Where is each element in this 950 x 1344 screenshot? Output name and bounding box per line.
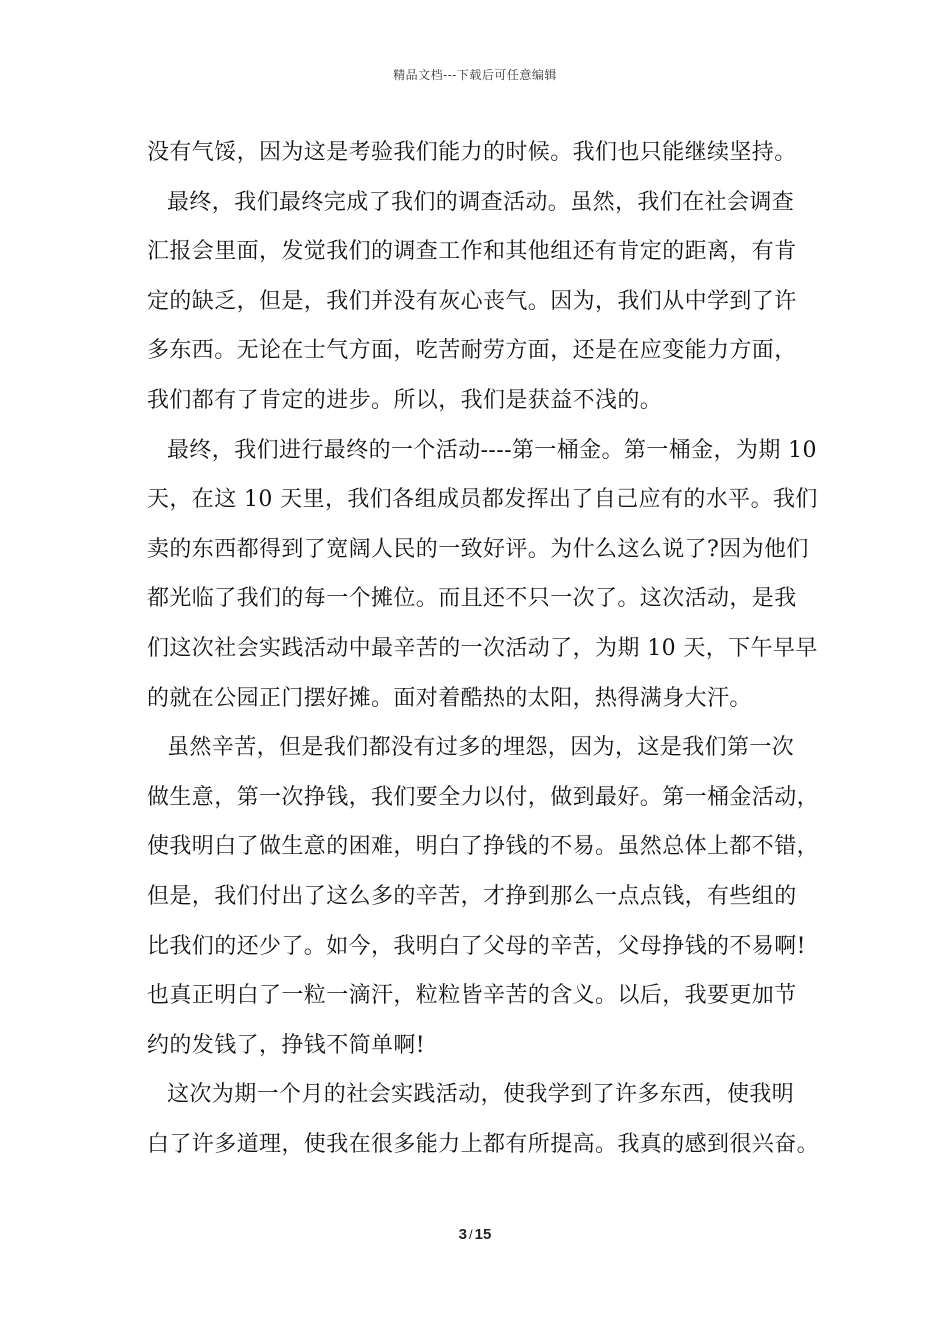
- page-separator: /: [469, 1227, 473, 1242]
- page-number: [0, 1226, 950, 1243]
- document-body: [147, 128, 827, 1169]
- text-line: 我们都有了肯定的进步。所以，我们是获益不浅的。: [147, 387, 663, 413]
- paragraph-start-line: 最终，我们最终完成了我们的调查活动。虽然，我们在社会调查: [167, 189, 795, 215]
- page-header: 精品文档---下载后可任意编辑: [393, 68, 557, 82]
- text-line: 的就在公园正门摆好摊。面对着酷热的太阳，热得满身大汗。: [147, 685, 752, 711]
- text-line: 白了许多道理，使我在很多能力上都有所提高。我真的感到很兴奋。: [147, 1131, 820, 1157]
- text-line: 约的发钱了，挣钱不简单啊!: [147, 1032, 426, 1058]
- text-line: 定的缺乏，但是，我们并没有灰心丧气。因为，我们从中学到了许: [147, 288, 797, 314]
- text-line: 汇报会里面，发觉我们的调查工作和其他组还有肯定的距离，有肯: [147, 239, 797, 265]
- paragraph-start-line: 最终，我们进行最终的一个活动----第一桶金。第一桶金，为期 10: [167, 437, 817, 463]
- text-line: 卖的东西都得到了宽阔人民的一致好评。为什么这么说了?因为他们: [147, 536, 809, 562]
- paragraph-start-line: 虽然辛苦，但是我们都没有过多的埋怨，因为，这是我们第一次: [167, 735, 795, 761]
- text-line: 做生意，第一次挣钱，我们要全力以付，做到最好。第一桶金活动，: [147, 784, 820, 810]
- text-line: 使我明白了做生意的困难，明白了挣钱的不易。虽然总体上都不错，: [147, 834, 820, 860]
- text-line: 比我们的还少了。如今，我明白了父母的辛苦，父母挣钱的不易啊!: [147, 933, 806, 959]
- text-line: 都光临了我们的每一个摊位。而且还不只一次了。这次活动，是我: [147, 586, 797, 612]
- total-pages-number: 15: [474, 1226, 492, 1243]
- current-page-number: 3: [458, 1226, 468, 1243]
- text-line: 多东西。无论在士气方面，吃苦耐劳方面，还是在应变能力方面，: [147, 338, 797, 364]
- paragraph-start-line: 这次为期一个月的社会实践活动，使我学到了许多东西，使我明: [167, 1082, 795, 1108]
- text-line: 没有气馁，因为这是考验我们能力的时候。我们也只能继续坚持。: [147, 140, 797, 165]
- text-line: 天，在这 10 天里，我们各组成员都发挥出了自己应有的水平。我们: [147, 487, 818, 513]
- text-line: 但是，我们付出了这么多的辛苦，才挣到那么一点点钱，有些组的: [147, 883, 797, 909]
- text-line: 们这次社会实践活动中最辛苦的一次活动了，为期 10 天，下午早早: [147, 635, 818, 661]
- text-line: 也真正明白了一粒一滴汗，粒粒皆辛苦的含义。以后，我要更加节: [147, 983, 797, 1009]
